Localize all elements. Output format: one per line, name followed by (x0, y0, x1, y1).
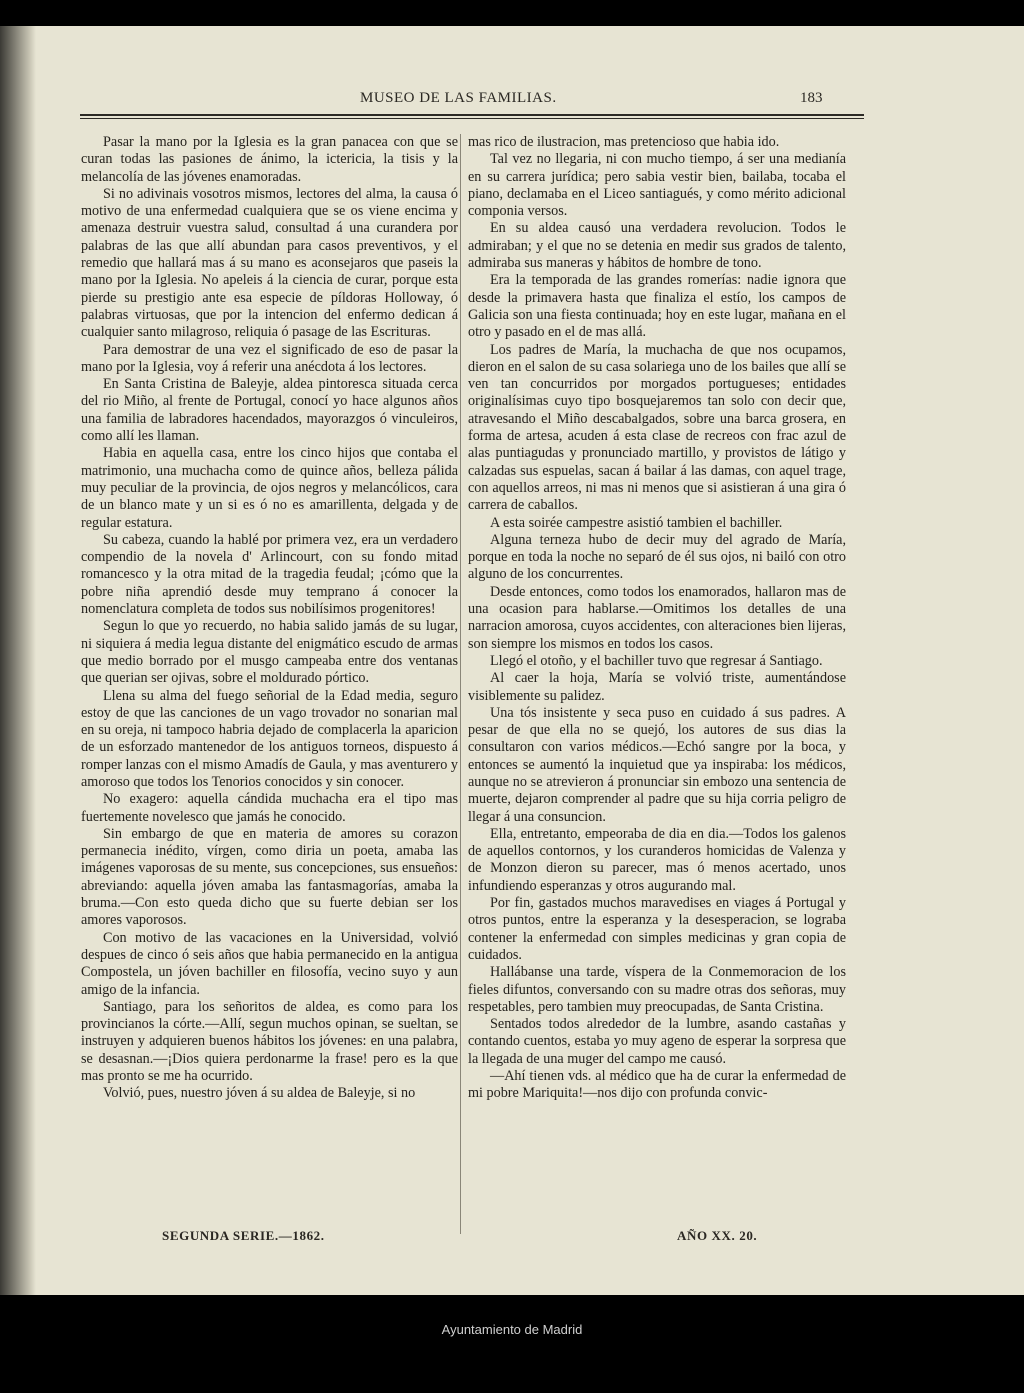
paragraph: Tal vez no llegaria, ni con mucho tiempo, á ser una medianía en su carrera jurídica; pero sabia vestir bien, bailaba, tocaba el piano, declamaba en el Liceo santiagués, y como mérito adicional componia versos. (468, 151, 846, 220)
paragraph: Sentados todos alrededor de la lumbre, asando castañas y contando cuentos, estaba yo muy ageno de esperar la sorpresa que la llegada de una muger del campo me causó. (468, 1016, 846, 1067)
paragraph: No exagero: aquella cándida muchacha era el tipo mas fuertemente novelesco que jamás he conocido. (81, 791, 458, 825)
right-column (468, 134, 846, 1103)
page-binding (0, 26, 36, 1295)
paragraph: Santiago, para los señoritos de aldea, es como para los provincianos la córte.—Allí, segun muchos opinan, se sueltan, se instruyen y adquieren buenos hábitos los jóvenes: en una palabra, se desasnan.—¡Dios quiera perdonarme la frase! pero es la que mas pronto se me ha ocurrido. (81, 998, 458, 1085)
paragraph: Su cabeza, cuando la hablé por primera vez, era un verdadero compendio de la novela d' Arlincourt, con su fondo mitad romancesco y la otra mitad de la tragedia feudal; ¡cómo que la pobre niña aprendió desde muy temprano á conocer la nomenclatura completa de todos sus nobilísimos progenitores! (81, 531, 458, 618)
paragraph: mas rico de ilustracion, mas pretencioso que habia ido. (468, 134, 780, 150)
footer-year: AÑO XX. 20. (677, 1228, 758, 1243)
paragraph: Si no adivinais vosotros mismos, lectores del alma, la causa ó motivo de una enfermedad cualquiera que se os viene encima y amenaza destruir vuestra salud, consultad á una curandera por palabras de las que allí abundan para casos preventivos, y el remedio que hallará mas á su mano es aconsejaros que paseis la mano por la Iglesia. No apeleis á la ciencia de curar, porque esta pierde su prestigio ante esa especie de píldoras Holloway, ó palabras virtuosas, que por la intencion del enfermo dedican á cualquier santo milagroso, reliquia ó pasage de las Escrituras. (81, 185, 458, 341)
paragraph: Al caer la hoja, María se volvió triste, aumentándose visiblemente su palidez. (468, 670, 846, 704)
header-rule-thin (80, 118, 864, 119)
running-head (0, 90, 1024, 110)
paragraph: Alguna terneza hubo de decir muy del agrado de María, porque en toda la noche no separó de él sus ojos, ni bailó con otro alguno de los concurrentes. (468, 531, 846, 583)
paragraph: Con motivo de las vacaciones en la Universidad, volvió despues de cinco ó seis años que habia permanecido en la antigua Compostela, un jóven bachiller en filosofía, vecino suyo y aun amigo de la infancia. (81, 929, 458, 998)
archive-credit: Ayuntamiento de Madrid (441, 1322, 583, 1337)
left-column (81, 134, 458, 1103)
footer-series: SEGUNDA SERIE.—1862. (162, 1228, 325, 1243)
paragraph: Pasar la mano por la Iglesia es la gran panacea con que se curan todas las pasiones de ánimo, la ictericia, la tisis y la melancolía de las jóvenes enamoradas. (81, 134, 458, 185)
paragraph: Habia en aquella casa, entre los cinco hijos que contaba el matrimonio, una muchacha como de quince años, belleza pálida muy peculiar de la provincia, de ojos negros y melancólicos, cara de un blanco mate y un si es ó no es amarillenta, delgada y de regular estatura. (81, 445, 458, 531)
page-number: 183 (800, 90, 823, 106)
paragraph: En Santa Cristina de Baleyje, aldea pintoresca situada cerca del rio Miño, al frente de Portugal, conocí yo hace algunos años una familia de labradores hacendados, mayorazgos ó vinculeiros, como allí les llaman. (81, 376, 458, 445)
paragraph: Para demostrar de una vez el significado de eso de pasar la mano por la Iglesia, voy á referir una anécdota á los lectores. (81, 341, 458, 375)
paragraph: Llegó el otoño, y el bachiller tuvo que regresar á Santiago. (490, 652, 823, 669)
paragraph: Una tós insistente y seca puso en cuidado á sus padres. A pesar de que ella no se quejó, los autores de sus dias la consultaron con varios médicos.—Echó sangre por la boca, y entonces se aumentó la inquietud que ya inspiraba: los médicos, aunque no se atrevieron á pronunciar sin embozo una sentencia de muerte, dejaron comprender al padre que su hija corria peligro de llegar á una consuncion. (468, 704, 846, 825)
paragraph: A esta soirée campestre asistió tambien el bachiller. (490, 514, 783, 531)
paragraph: Segun lo que yo recuerdo, no habia salido jamás de su lugar, ni siquiera á media legua distante del enigmático escudo de armas que medio borrado por el musgo campeaba entre dos ventanas que querian ser ojivas, sobre el moldurado pórtico. (81, 618, 458, 687)
paragraph: —Ahí tienen vds. al médico que ha de curar la enfermedad de mi pobre Mariquita!—nos dijo con profunda convic- (468, 1068, 846, 1102)
paragraph: Por fin, gastados muchos maravedises en viages á Portugal y otros puntos, entre la esperanza y la desesperacion, se lograba contener la enfermedad con simples medicinas y gran copia de cuidados. (468, 895, 846, 963)
paragraph: Era la temporada de las grandes romerías: nadie ignora que desde la primavera hasta que finaliza el estío, los campos de Galicia son una fiesta continuada; hoy en este lugar, mañana en el otro y pasado en el de mas allá. (468, 272, 846, 341)
paragraph: En su aldea causó una verdadera revolucion. Todos le admiraban; y el que no se detenia en medir sus grados de talento, admiraba sus maneras y hábitos de hombre de tono. (468, 220, 846, 272)
paragraph: Ella, entretanto, empeoraba de dia en dia.—Todos los galenos de aquellos contornos, y los curanderos homicidas de Valenza y de Monzon dieron su parecer, mas ó menos acertado, unos infundiendo esperanzas y otros augurando mal. (468, 825, 846, 894)
paragraph: Sin embargo de que en materia de amores su corazon permanecia inédito, vírgen, como diria un poeta, amaba las imágenes vaporosas de su mente, sus concepciones, sus ensueños: abreviando: aquella jóven amaba las fantasmagorías, amaba la bruma.—Con esto queda dicho que su fuerte debian ser los amores vaporosos. (81, 825, 458, 929)
paragraph: Llena su alma del fuego señorial de la Edad media, seguro estoy de que las canciones de un vago trovador no sonarian mal en su oreja, ni tampoco habria dejado de complacerla la aparicion de un esforzado mantenedor de los antiguos torneos, dispuesto á romper lanzas con el mismo Amadís de Gaula, y mas aventurero y amoroso que todos los Tenorios conocidos y sin conocer. (81, 687, 458, 790)
running-head-title: MUSEO DE LAS FAMILIAS. (360, 90, 557, 106)
column-divider (460, 134, 461, 1234)
paragraph: Los padres de María, la muchacha de que nos ocupamos, dieron en el salon de su casa solariega uno de los bailes que allí se ven tan concurridos por morgados portugueses; entidades originalísimas cuyo tipo bosquejaremos tan solo con decir que, atravesando el Miño descabalgados, sobre una barca grosera, en forma de artesa, acuden á esta clase de recreos con frac azul de alas puntiagudas y pronunciado martillo, y provistos de látigo y calzadas sus espuelas, sacan á bailar á las damas, con aquel trage, con aquellos arreos, ni mas ni menos que si asistieran á una gira ó carrera de caballos. (468, 341, 846, 514)
paragraph: Volvió, pues, nuestro jóven á su aldea de Baleyje, si no (103, 1085, 416, 1102)
paragraph: Hallábanse una tarde, víspera de la Conmemoracion de los fieles difuntos, conversando con su madre otras dos señoras, muy respetables, pero tambien muy preocupadas, de Santa Cristina. (468, 964, 846, 1015)
paragraph: Desde entonces, como todos los enamorados, hallaron mas de una ocasion para hablarse.—Omitimos los detalles de una narracion amorosa, cuyos accidentes, con alteraciones bien lijeras, son siempre los mismos en todos los casos. (468, 583, 846, 652)
header-rule (80, 114, 864, 116)
